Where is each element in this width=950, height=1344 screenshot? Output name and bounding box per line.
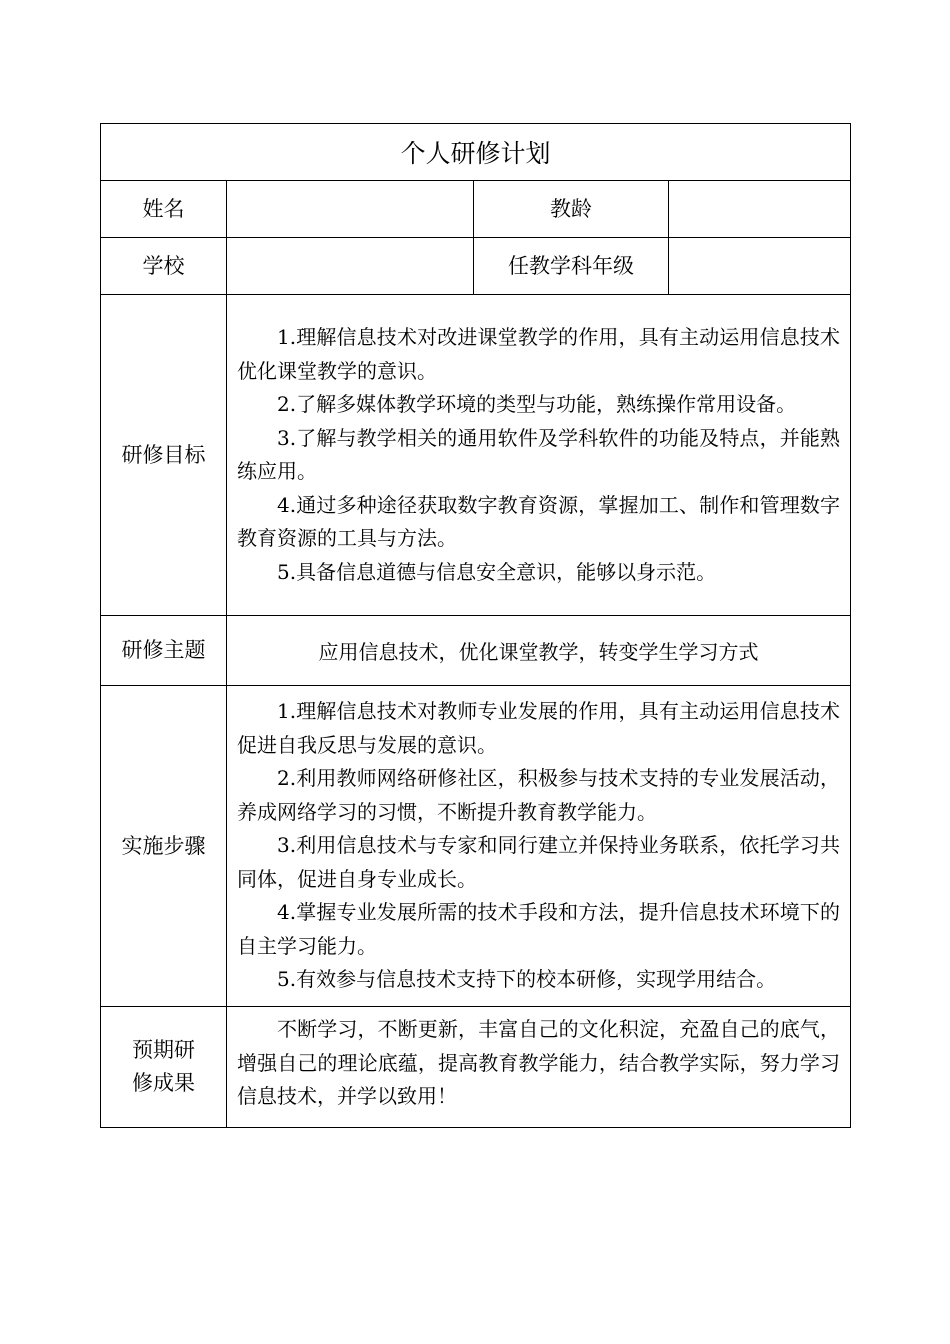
step-item: 2.利用教师网络研修社区，积极参与技术支持的专业发展活动，养成网络学习的习惯，不断提升教育教学能力。	[237, 766, 841, 824]
subject-grade-label: 任教学科年级	[474, 238, 669, 295]
goals-label: 研修目标	[101, 295, 227, 616]
subject-grade-value[interactable]	[669, 238, 851, 295]
goal-item: 2.了解多媒体教学环境的类型与功能，熟练操作常用设备。	[277, 392, 797, 416]
outcomes-row	[101, 1007, 851, 1128]
goal-item: 4.通过多种途径获取数字教育资源，掌握加工、制作和管理数字教育资源的工具与方法。	[237, 492, 841, 550]
steps-content	[227, 686, 851, 1007]
step-item: 4.掌握专业发展所需的技术手段和方法，提升信息技术环境下的自主学习能力。	[237, 900, 841, 958]
goal-item: 3.了解与教学相关的通用软件及学科软件的功能及特点，并能熟练应用。	[237, 425, 841, 483]
theme-content: 应用信息技术，优化课堂教学，转变学生学习方式	[227, 616, 851, 686]
outcomes-label	[101, 1007, 227, 1128]
outcomes-label-line: 修成果	[132, 1071, 195, 1095]
outcomes-content	[227, 1007, 851, 1128]
step-item: 3.利用信息技术与专家和同行建立并保持业务联系，依托学习共同体，促进自身专业成长。	[237, 833, 841, 891]
page-title: 个人研修计划	[101, 124, 851, 181]
goal-item: 5.具备信息道德与信息安全意识，能够以身示范。	[277, 559, 717, 584]
steps-label: 实施步骤	[101, 686, 227, 1007]
step-item: 5.有效参与信息技术支持下的校本研修，实现学用结合。	[277, 967, 777, 992]
name-row	[101, 181, 851, 238]
outcomes-text: 不断学习，不断更新，丰富自己的文化积淀，充盈自己的底气，增强自己的理论底蕴，提高教育教学能力，结合教学实际，努力学习信息技术，并学以致用！	[237, 1017, 841, 1108]
goal-item: 1.理解信息技术对改进课堂教学的作用，具有主动运用信息技术优化课堂教学的意识。	[237, 325, 841, 383]
school-row	[101, 238, 851, 295]
outcomes-label-line: 预期研	[132, 1038, 195, 1062]
school-label: 学校	[101, 238, 227, 295]
goals-row	[101, 295, 851, 616]
steps-row	[101, 686, 851, 1007]
school-value[interactable]	[227, 238, 474, 295]
goals-content	[227, 295, 851, 616]
teaching-years-label: 教龄	[474, 181, 669, 238]
research-plan-table	[100, 123, 851, 1128]
name-label: 姓名	[101, 181, 227, 238]
name-value[interactable]	[227, 181, 474, 238]
theme-row	[101, 616, 851, 686]
title-row	[101, 124, 851, 181]
teaching-years-value[interactable]	[669, 181, 851, 238]
step-item: 1.理解信息技术对教师专业发展的作用，具有主动运用信息技术促进自我反思与发展的意识。	[237, 699, 841, 757]
theme-label: 研修主题	[101, 616, 227, 686]
